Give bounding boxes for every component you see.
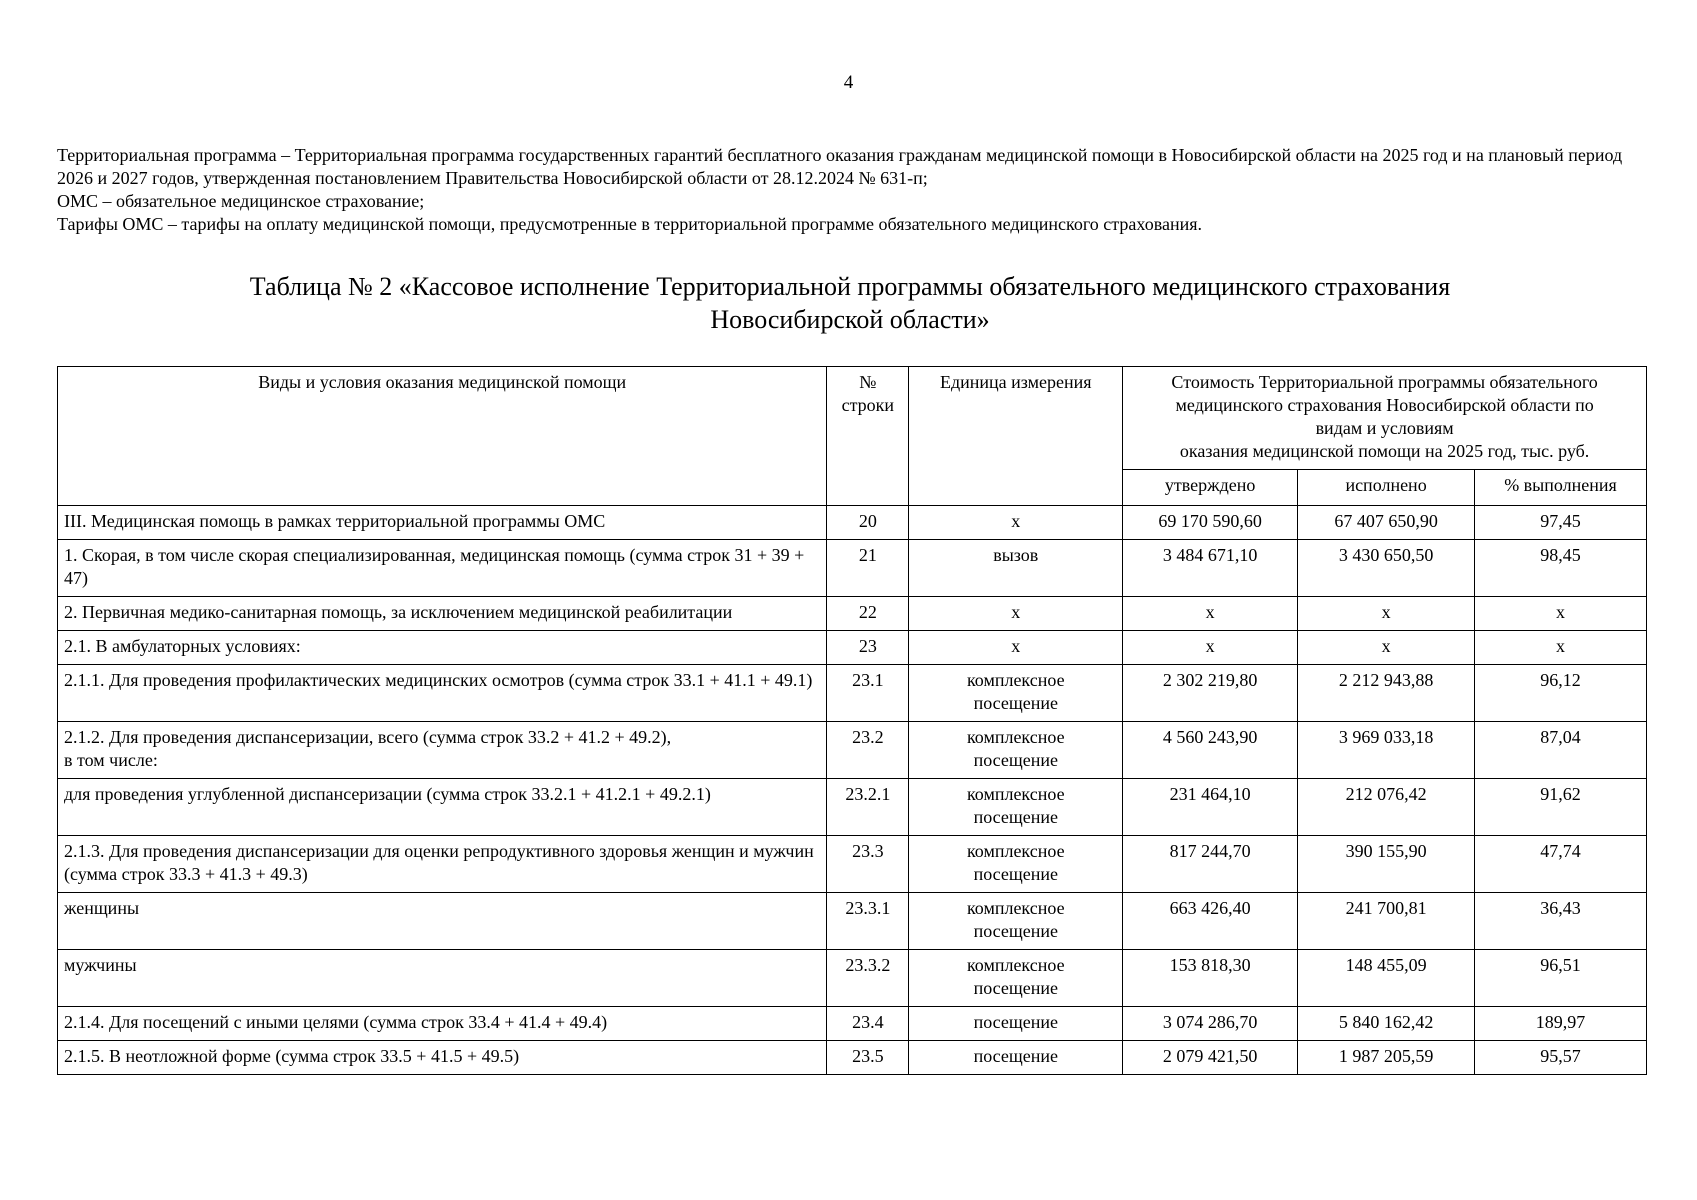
unit-text: комплексное	[966, 727, 1065, 747]
header-cost-line-1: Стоимость Территориальной программы обязательного	[1171, 372, 1598, 392]
cell-care-type	[58, 506, 827, 540]
cell-row-number: 23.3	[827, 836, 909, 893]
care-type-text: для проведения углубленной диспансеризации (сумма строк 33.2.1 + 41.2.1 + 49.2.1)	[64, 784, 711, 804]
unit-text: х	[1011, 511, 1021, 531]
cell-unit	[909, 631, 1123, 665]
table-title-line-1: Таблица № 2 «Кассовое исполнение Территориальной программы обязательного медицинского страхования	[249, 272, 1451, 301]
table-row	[58, 506, 1647, 540]
header-program-cost	[1123, 367, 1647, 470]
cell-row-number: 23.1	[827, 665, 909, 722]
cell-percent: 97,45	[1475, 506, 1647, 540]
cell-unit	[909, 836, 1123, 893]
definitions-block	[57, 144, 1657, 236]
header-executed: исполнено	[1298, 470, 1475, 506]
cell-row-number: 21	[827, 540, 909, 597]
cell-approved: 2 302 219,80	[1123, 665, 1298, 722]
cell-percent: 189,97	[1475, 1007, 1647, 1041]
cell-approved: х	[1123, 631, 1298, 665]
unit-text: комплексное	[966, 955, 1065, 975]
cell-row-number: 23.5	[827, 1041, 909, 1075]
cell-executed: 5 840 162,42	[1298, 1007, 1475, 1041]
cell-care-type	[58, 722, 827, 779]
unit-text: комплексное	[966, 898, 1065, 918]
header-approved: утверждено	[1123, 470, 1298, 506]
unit-text-continued: посещение	[973, 807, 1058, 827]
cell-percent: 96,51	[1475, 950, 1647, 1007]
cell-executed: 3 969 033,18	[1298, 722, 1475, 779]
cell-unit	[909, 779, 1123, 836]
header-cost-line-3: видам и условиям	[1315, 418, 1454, 438]
cell-percent: 36,43	[1475, 893, 1647, 950]
cell-percent: х	[1475, 597, 1647, 631]
header-cost-line-2: медицинского страхования Новосибирской области по	[1175, 395, 1594, 415]
cell-percent: 47,74	[1475, 836, 1647, 893]
header-row-number	[827, 367, 909, 506]
definition-territorial-program: Территориальная программа – Территориальная программа государственных гарантий бесплатного оказания гражданам медицинской помощи в Новосибирской области на 2025 год и на плановый период 2026 и 2027 годов, утвержденная постановлением Правительства Новосибирской области от 28.12.2024 № 631-п;	[57, 145, 1623, 188]
cell-care-type	[58, 950, 827, 1007]
unit-text-continued: посещение	[973, 921, 1058, 941]
cell-unit	[909, 722, 1123, 779]
cell-care-type	[58, 631, 827, 665]
cell-percent: 98,45	[1475, 540, 1647, 597]
table-row	[58, 779, 1647, 836]
cell-unit	[909, 1041, 1123, 1075]
unit-text-continued: посещение	[973, 693, 1058, 713]
cell-approved: 4 560 243,90	[1123, 722, 1298, 779]
care-type-text: женщины	[64, 898, 140, 918]
cell-approved: 663 426,40	[1123, 893, 1298, 950]
header-care-type: Виды и условия оказания медицинской помощи	[58, 367, 827, 506]
cell-approved: 3 074 286,70	[1123, 1007, 1298, 1041]
unit-text-continued: посещение	[973, 750, 1058, 770]
cell-care-type	[58, 779, 827, 836]
definition-oms: ОМС – обязательное медицинское страхование;	[57, 191, 425, 211]
table-row	[58, 893, 1647, 950]
cell-row-number: 23.2	[827, 722, 909, 779]
cell-executed: х	[1298, 597, 1475, 631]
table-row	[58, 597, 1647, 631]
cell-percent: 96,12	[1475, 665, 1647, 722]
cell-approved: х	[1123, 597, 1298, 631]
cell-percent: х	[1475, 631, 1647, 665]
care-type-text: мужчины	[64, 955, 137, 975]
cell-unit	[909, 597, 1123, 631]
table-row	[58, 1041, 1647, 1075]
table-body	[58, 506, 1647, 1075]
cell-percent: 87,04	[1475, 722, 1647, 779]
cell-unit	[909, 950, 1123, 1007]
unit-text: комплексное	[966, 784, 1065, 804]
unit-text: посещение	[973, 1046, 1058, 1066]
care-type-text: 2.1.5. В неотложной форме (сумма строк 33.5 + 41.5 + 49.5)	[64, 1046, 520, 1066]
unit-text: посещение	[973, 1012, 1058, 1032]
care-type-text: 2.1.3. Для проведения диспансеризации для оценки репродуктивного здоровья женщин и мужчин (сумма строк 33.3 + 41.3 + 49.3)	[64, 841, 814, 884]
page-number: 4	[843, 72, 854, 93]
unit-text: х	[1011, 636, 1021, 656]
cash-execution-table	[57, 366, 1647, 1075]
care-type-text: 1. Скорая, в том числе скорая специализированная, медицинская помощь (сумма строк 31 + 39 + 47)	[64, 545, 805, 588]
table-title-line-2: Новосибирской области»	[710, 305, 990, 334]
cell-approved: 817 244,70	[1123, 836, 1298, 893]
table-row	[58, 836, 1647, 893]
cell-percent: 91,62	[1475, 779, 1647, 836]
cell-row-number: 23.2.1	[827, 779, 909, 836]
cell-care-type	[58, 1007, 827, 1041]
care-type-text: 2.1. В амбулаторных условиях:	[64, 636, 301, 656]
header-percent: % выполнения	[1475, 470, 1647, 506]
table-row	[58, 631, 1647, 665]
cell-executed: 241 700,81	[1298, 893, 1475, 950]
cell-approved: 69 170 590,60	[1123, 506, 1298, 540]
cell-row-number: 22	[827, 597, 909, 631]
cell-row-number: 23	[827, 631, 909, 665]
unit-text: вызов	[993, 545, 1039, 565]
unit-text: комплексное	[966, 670, 1065, 690]
unit-text-continued: посещение	[973, 864, 1058, 884]
header-row-number-line-2: строки	[841, 395, 895, 415]
cell-executed: 67 407 650,90	[1298, 506, 1475, 540]
cell-row-number: 23.3.1	[827, 893, 909, 950]
cell-percent: 95,57	[1475, 1041, 1647, 1075]
cell-executed: 212 076,42	[1298, 779, 1475, 836]
unit-text: комплексное	[966, 841, 1065, 861]
table-row	[58, 950, 1647, 1007]
definition-oms-tariffs: Тарифы ОМС – тарифы на оплату медицинской помощи, предусмотренные в территориальной программе обязательного медицинского страхования.	[57, 214, 1202, 234]
cell-approved: 2 079 421,50	[1123, 1041, 1298, 1075]
cell-row-number: 23.3.2	[827, 950, 909, 1007]
cell-executed: 1 987 205,59	[1298, 1041, 1475, 1075]
cell-care-type	[58, 597, 827, 631]
cell-care-type	[58, 665, 827, 722]
care-type-text: 2.1.4. Для посещений с иными целями (сумма строк 33.4 + 41.4 + 49.4)	[64, 1012, 608, 1032]
cell-executed: х	[1298, 631, 1475, 665]
table-row	[58, 722, 1647, 779]
table-row	[58, 665, 1647, 722]
header-row-number-line-1: №	[859, 372, 877, 392]
table-row	[58, 540, 1647, 597]
cell-unit	[909, 665, 1123, 722]
cell-care-type	[58, 893, 827, 950]
header-cost-line-4: оказания медицинской помощи на 2025 год, тыс. руб.	[1179, 441, 1590, 461]
cell-executed: 2 212 943,88	[1298, 665, 1475, 722]
table-header-row	[58, 367, 1647, 470]
table-title	[57, 270, 1643, 336]
header-unit: Единица измерения	[909, 367, 1123, 506]
care-type-text: 2. Первичная медико-санитарная помощь, за исключением медицинской реабилитации	[64, 602, 733, 622]
cell-approved: 3 484 671,10	[1123, 540, 1298, 597]
care-type-text: 2.1.2. Для проведения диспансеризации, всего (сумма строк 33.2 + 41.2 + 49.2),	[64, 727, 672, 747]
cell-approved: 153 818,30	[1123, 950, 1298, 1007]
cell-executed: 390 155,90	[1298, 836, 1475, 893]
cell-care-type	[58, 1041, 827, 1075]
table-row	[58, 1007, 1647, 1041]
care-type-text-continued: в том числе:	[64, 750, 158, 770]
cell-row-number: 20	[827, 506, 909, 540]
care-type-text: III. Медицинская помощь в рамках территориальной программы ОМС	[64, 511, 606, 531]
cell-approved: 231 464,10	[1123, 779, 1298, 836]
cell-executed: 3 430 650,50	[1298, 540, 1475, 597]
cell-unit	[909, 540, 1123, 597]
cell-unit	[909, 1007, 1123, 1041]
cell-care-type	[58, 540, 827, 597]
cell-executed: 148 455,09	[1298, 950, 1475, 1007]
cell-care-type	[58, 836, 827, 893]
unit-text: х	[1011, 602, 1021, 622]
cell-unit	[909, 893, 1123, 950]
cell-unit	[909, 506, 1123, 540]
cell-row-number: 23.4	[827, 1007, 909, 1041]
care-type-text: 2.1.1. Для проведения профилактических медицинских осмотров (сумма строк 33.1 + 41.1 + 49.1)	[64, 670, 813, 690]
unit-text-continued: посещение	[973, 978, 1058, 998]
